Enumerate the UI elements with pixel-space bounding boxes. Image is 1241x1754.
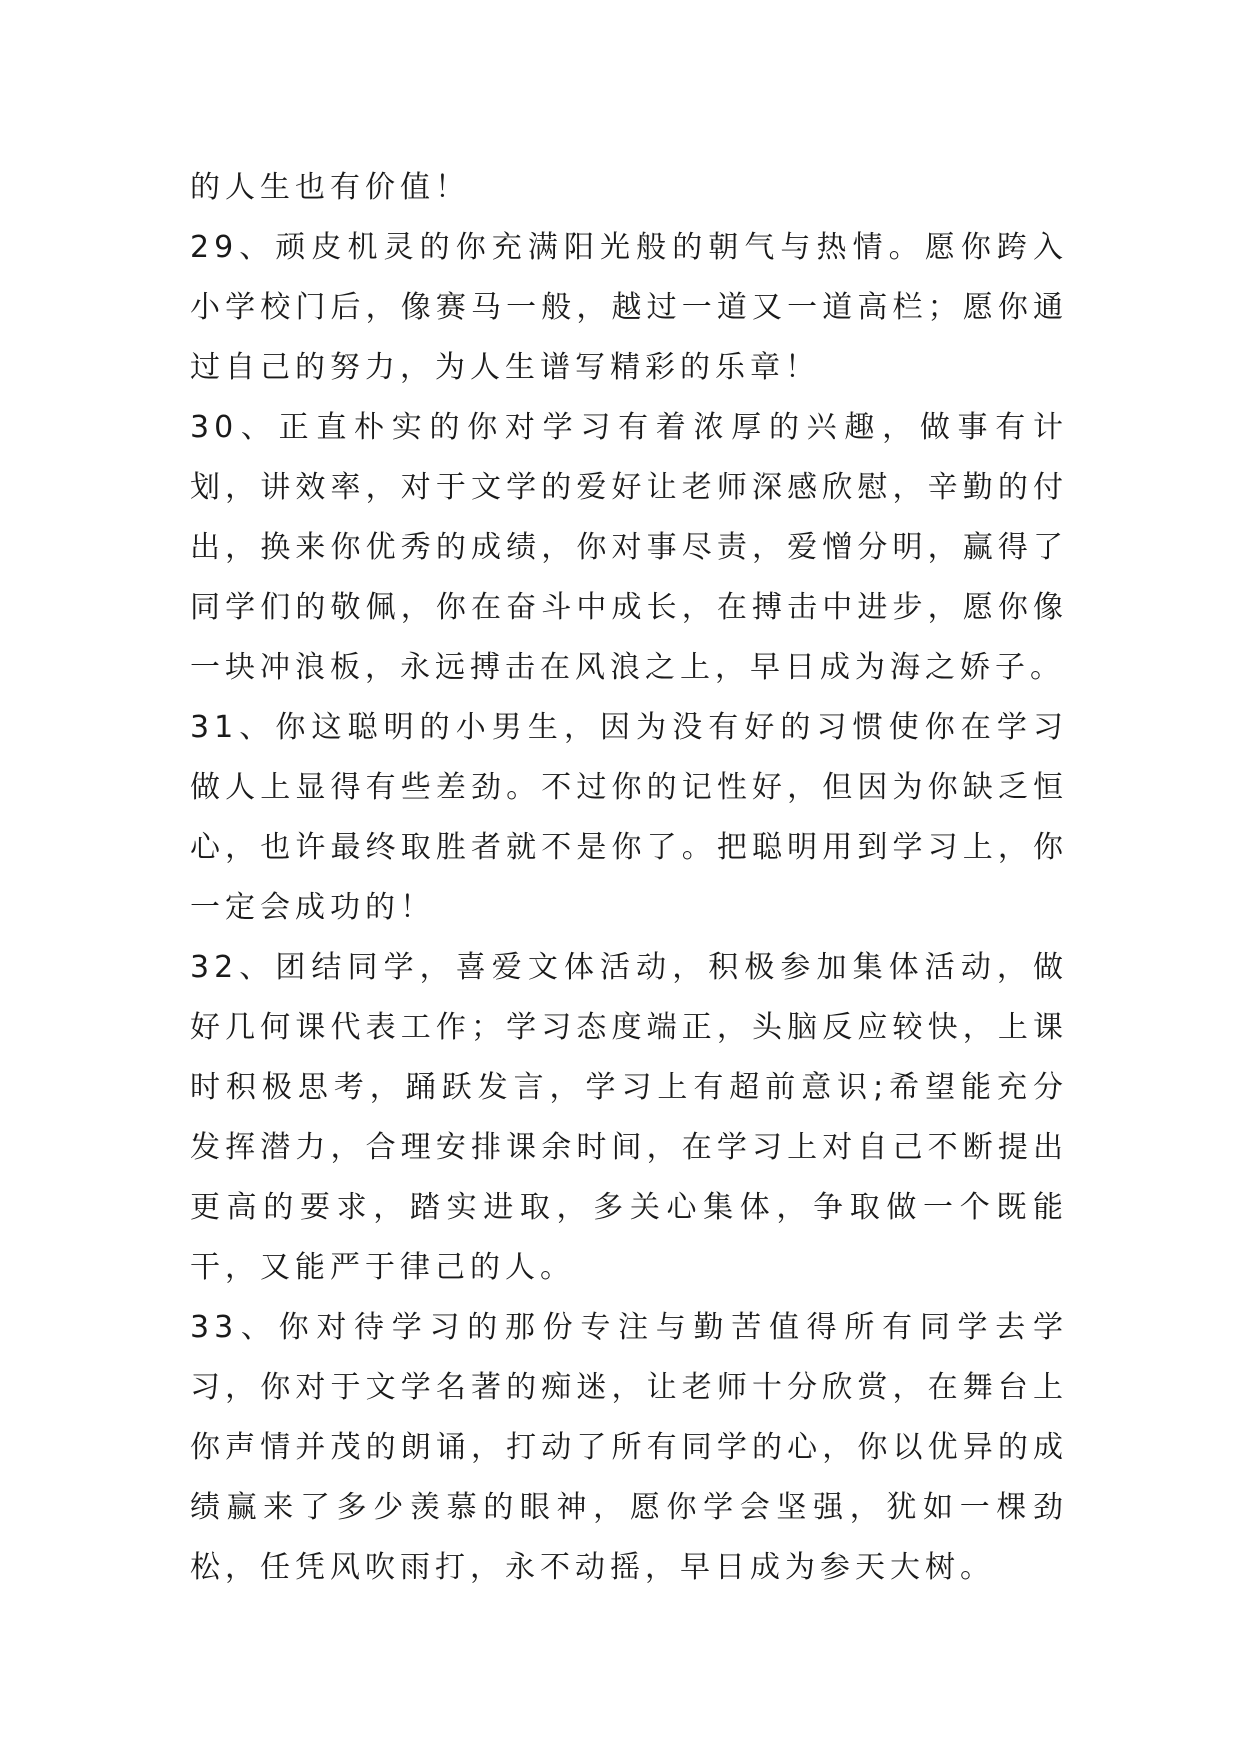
- paragraph-30: 30、正直朴实的你对学习有着浓厚的兴趣，做事有计划，讲效率，对于文学的爱好让老师深感欣慰，辛勤的付出，换来你优秀的成绩，你对事尽责，爱憎分明，赢得了同学们的敬佩，你在奋斗中成长，在搏击中进步，愿你像一块冲浪板，永远搏击在风浪之上，早日成为海之娇子。: [190, 410, 1068, 685]
- document-body: [190, 158, 1068, 1598]
- paragraph-32: 32、团结同学，喜爱文体活动，积极参加集体活动，做好几何课代表工作；学习态度端正，头脑反应较快，上课时积极思考，踊跃发言，学习上有超前意识;希望能充分发挥潜力，合理安排课余时间，在学习上对自己不断提出更高的要求，踏实进取，多关心集体，争取做一个既能干，又能严于律己的人。: [190, 950, 1068, 1285]
- paragraph-29: 29、顽皮机灵的你充满阳光般的朝气与热情。愿你跨入小学校门后，像赛马一般，越过一道又一道高栏；愿你通过自己的努力，为人生谱写精彩的乐章！: [190, 230, 1068, 385]
- paragraph-31: 31、你这聪明的小男生，因为没有好的习惯使你在学习做人上显得有些差劲。不过你的记性好，但因为你缺乏恒心，也许最终取胜者就不是你了。把聪明用到学习上，你一定会成功的！: [190, 710, 1068, 925]
- paragraph-continuation: 的人生也有价值！: [190, 170, 470, 205]
- paragraph-33: 33、你对待学习的那份专注与勤苦值得所有同学去学习，你对于文学名著的痴迷，让老师十分欣赏，在舞台上你声情并茂的朗诵，打动了所有同学的心，你以优异的成绩赢来了多少羡慕的眼神，愿你学会坚强，犹如一棵劲松，任凭风吹雨打，永不动摇，早日成为参天大树。: [190, 1310, 1068, 1585]
